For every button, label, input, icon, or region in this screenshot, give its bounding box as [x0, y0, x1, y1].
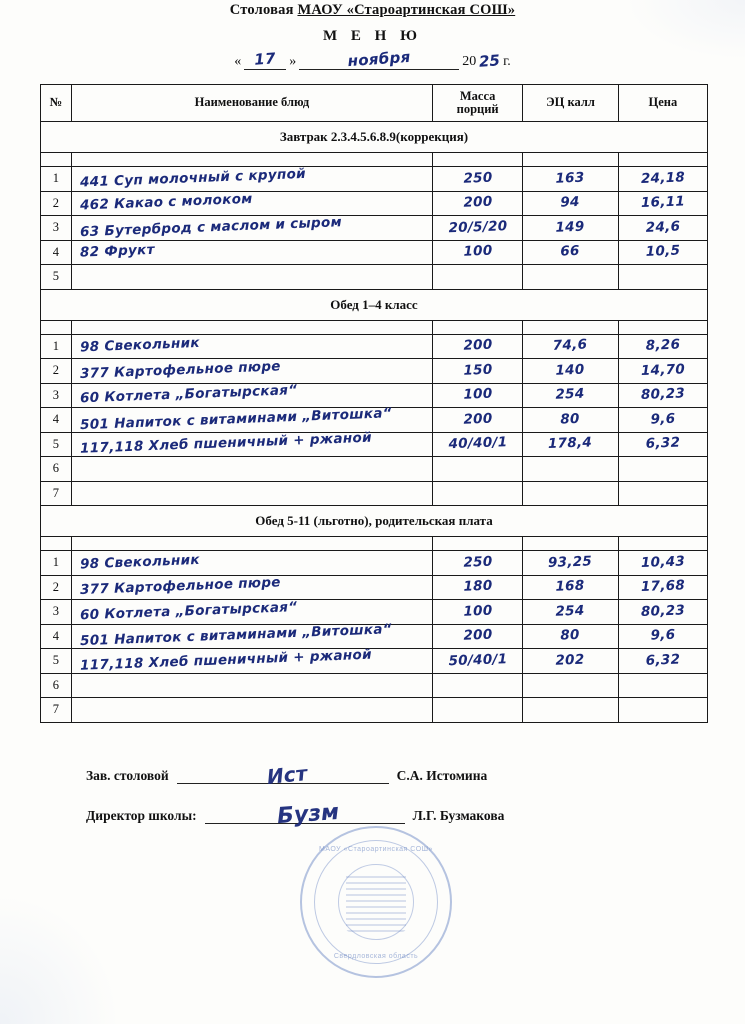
mass-text: 100 — [462, 602, 493, 620]
row-dish-name — [71, 359, 432, 384]
row-index: 5 — [41, 265, 72, 290]
spacer-cell-kcal — [523, 320, 618, 334]
row-kcal — [523, 481, 618, 506]
row-index: 7 — [41, 481, 72, 506]
dish-name-text: 441 Суп молочный с крупой — [79, 165, 306, 191]
mass-text: 100 — [462, 242, 493, 260]
row-mass — [432, 167, 522, 192]
row-kcal — [523, 457, 618, 482]
table-row — [41, 240, 708, 265]
row-mass — [432, 191, 522, 216]
column-header-kcal: ЭЦ калл — [523, 85, 618, 122]
spacer-cell-kcal — [523, 153, 618, 167]
table-header-row — [41, 85, 708, 122]
scan-shadow-bottom-left — [0, 894, 120, 1024]
table-row — [41, 698, 708, 723]
row-dish-name — [71, 191, 432, 216]
spacer-cell-name — [71, 320, 432, 334]
row-kcal — [523, 216, 618, 241]
table-row — [41, 408, 708, 433]
kcal-text: 94 — [560, 194, 581, 211]
row-dish-name — [71, 481, 432, 506]
table-row — [41, 457, 708, 482]
row-kcal — [523, 334, 618, 359]
kcal-text: 168 — [555, 577, 586, 596]
price-text: 80,23 — [640, 602, 686, 620]
school-title-line — [0, 2, 745, 19]
dish-name-text: 98 Свекольник — [79, 335, 200, 356]
dish-name-text: 98 Свекольник — [79, 551, 200, 573]
canteen-label: Столовая — [229, 2, 294, 18]
signature-row-canteen-manager — [40, 760, 708, 790]
mass-text: 180 — [462, 577, 493, 595]
row-kcal — [523, 359, 618, 384]
signature-line — [177, 760, 389, 790]
row-price — [618, 240, 707, 265]
row-price — [618, 551, 707, 576]
date-day-value: 17 — [253, 49, 277, 69]
row-mass — [432, 575, 522, 600]
mass-text: 250 — [462, 169, 493, 187]
section-spacer-row — [41, 537, 708, 551]
row-dish-name — [71, 404, 432, 433]
section-title-lunch-5-11: Обед 5-11 (льготно), родительская плата — [41, 506, 708, 537]
table-row — [41, 334, 708, 359]
row-kcal — [523, 408, 618, 433]
price-text: 17,68 — [640, 577, 686, 596]
spacer-cell-name — [71, 153, 432, 167]
table-row — [41, 191, 708, 216]
stamp-inner-pattern — [346, 872, 406, 932]
row-dish-name — [71, 429, 432, 458]
row-mass — [432, 265, 522, 290]
table-row — [41, 383, 708, 408]
section-spacer-row — [41, 153, 708, 167]
kcal-text: 93,25 — [548, 553, 593, 571]
price-text: 10,5 — [645, 242, 681, 261]
row-kcal — [523, 624, 618, 649]
row-index: 2 — [41, 191, 72, 216]
spacer-cell-mass — [432, 153, 522, 167]
spacer-cell-mass — [432, 537, 522, 551]
row-index: 6 — [41, 673, 72, 698]
page-title: М Е Н Ю — [323, 28, 422, 44]
column-header-price: Цена — [618, 85, 707, 122]
menu-table-wrapper — [40, 84, 708, 723]
row-index: 4 — [41, 240, 72, 265]
row-mass — [432, 408, 522, 433]
row-mass — [432, 359, 522, 384]
row-dish-name — [71, 575, 432, 600]
dish-name-text: 501 Напиток с витаминами „Витошка“ — [79, 404, 392, 433]
row-dish-name — [71, 646, 432, 674]
row-price — [618, 600, 707, 625]
row-mass — [432, 600, 522, 625]
dish-name-text: 117,118 Хлеб пшеничный + ржаной — [79, 646, 372, 674]
row-kcal — [523, 673, 618, 698]
date-month-field — [299, 47, 459, 71]
date-open-quote: « — [234, 54, 242, 69]
dish-name-text: 117,118 Хлеб пшеничный + ржаной — [79, 429, 372, 458]
row-dish-name — [71, 551, 432, 576]
dish-name-text: 377 Картофельное пюре — [79, 574, 281, 599]
spacer-cell-kcal — [523, 537, 618, 551]
date-close-quote: » — [289, 54, 297, 69]
row-index: 5 — [41, 649, 72, 674]
year-value: 25 — [478, 51, 501, 71]
table-body — [41, 122, 708, 723]
mass-text: 200 — [462, 336, 493, 354]
stamp-top-text: МАОУ «Староартинская СОШ» — [319, 846, 433, 853]
price-text: 9,6 — [650, 626, 676, 644]
row-index: 7 — [41, 698, 72, 723]
spacer-cell-no — [41, 153, 72, 167]
row-index: 3 — [41, 216, 72, 241]
dish-name-text: 462 Какао с молоком — [79, 191, 253, 214]
price-text: 80,23 — [640, 385, 686, 404]
row-price — [618, 624, 707, 649]
row-kcal — [523, 265, 618, 290]
row-index: 1 — [41, 334, 72, 359]
kcal-text: 74,6 — [552, 336, 589, 355]
row-mass — [432, 673, 522, 698]
row-mass — [432, 624, 522, 649]
row-mass — [432, 649, 522, 674]
row-dish-name — [71, 167, 432, 192]
row-mass — [432, 334, 522, 359]
row-price — [618, 649, 707, 674]
row-dish-name — [71, 621, 432, 650]
kcal-text: 254 — [555, 602, 586, 620]
price-text: 10,43 — [640, 553, 686, 571]
price-text: 8,26 — [645, 336, 681, 355]
table-row — [41, 649, 708, 674]
row-index: 3 — [41, 600, 72, 625]
dish-name-text: 63 Бутерброд с маслом и сыром — [79, 213, 342, 240]
row-price — [618, 383, 707, 408]
row-index: 4 — [41, 624, 72, 649]
row-price — [618, 167, 707, 192]
row-kcal — [523, 551, 618, 576]
kcal-text: 163 — [555, 169, 586, 187]
row-price — [618, 457, 707, 482]
dish-name-text: 501 Напиток с витаминами „Витошка“ — [79, 621, 392, 650]
spacer-cell-mass — [432, 320, 522, 334]
row-mass — [432, 551, 522, 576]
price-text: 6,32 — [645, 651, 681, 669]
dish-name-text: 60 Котлета „Богатырская“ — [79, 382, 298, 407]
dish-name-text: 82 Фрукт — [79, 242, 155, 261]
spacer-cell-no — [41, 320, 72, 334]
table-row — [41, 216, 708, 241]
row-index: 1 — [41, 551, 72, 576]
column-header-name: Наименование блюд — [71, 85, 432, 122]
mass-text: 200 — [462, 410, 493, 428]
kcal-text: 66 — [560, 243, 581, 260]
handwritten-signature: Ист — [265, 760, 308, 790]
table-row — [41, 359, 708, 384]
mass-text: 50/40/1 — [447, 650, 508, 669]
row-mass — [432, 432, 522, 457]
row-price — [618, 191, 707, 216]
column-header-no: № — [41, 85, 72, 122]
price-text: 24,6 — [645, 218, 681, 236]
row-kcal — [523, 575, 618, 600]
date-day-field — [244, 49, 286, 70]
price-text: 6,32 — [645, 434, 681, 453]
table-row — [41, 575, 708, 600]
price-text: 16,11 — [640, 193, 686, 212]
mass-text: 20/5/20 — [447, 217, 508, 236]
row-price — [618, 334, 707, 359]
section-header-row — [41, 122, 708, 153]
row-mass — [432, 481, 522, 506]
row-kcal — [523, 649, 618, 674]
dish-name-text: 60 Котлета „Богатырская“ — [79, 598, 298, 624]
price-text: 9,6 — [650, 410, 676, 428]
kcal-text: 254 — [555, 385, 586, 404]
section-header-row — [41, 506, 708, 537]
table-head — [41, 85, 708, 122]
row-kcal — [523, 432, 618, 457]
price-text: 14,70 — [640, 361, 686, 379]
row-kcal — [523, 383, 618, 408]
row-index: 6 — [41, 457, 72, 482]
row-index: 5 — [41, 432, 72, 457]
mass-text: 250 — [462, 553, 493, 571]
signature-label: Директор школы: — [86, 808, 197, 823]
official-stamp — [300, 826, 452, 978]
row-index: 3 — [41, 383, 72, 408]
kcal-text: 202 — [555, 651, 586, 669]
spacer-cell-no — [41, 537, 72, 551]
signature-row-director — [40, 799, 708, 830]
mass-text: 200 — [462, 626, 493, 644]
signature-name: С.А. Истомина — [396, 768, 488, 783]
table-row — [41, 551, 708, 576]
column-header-mass-line1: Масса — [459, 88, 496, 103]
row-dish-name — [71, 334, 432, 359]
row-dish-name — [71, 265, 432, 290]
table-row — [41, 673, 708, 698]
section-spacer-row — [41, 320, 708, 334]
kcal-text: 80 — [560, 627, 581, 644]
row-price — [618, 216, 707, 241]
row-dish-name — [71, 457, 432, 482]
row-dish-name — [71, 600, 432, 625]
row-dish-name — [71, 383, 432, 408]
mass-text: 200 — [462, 193, 493, 211]
row-price — [618, 698, 707, 723]
table-row — [41, 167, 708, 192]
date-month-value: ноября — [347, 47, 412, 71]
row-dish-name — [71, 240, 432, 265]
signature-label: Зав. столовой — [86, 768, 169, 783]
stamp-bottom-text: Свердловская область — [333, 953, 419, 960]
table-row — [41, 432, 708, 457]
row-price — [618, 673, 707, 698]
section-title-lunch-1-4: Обед 1–4 класс — [41, 289, 708, 320]
year-prefix: 20 — [462, 54, 477, 69]
school-name: МАОУ «Староартинская СОШ» — [297, 2, 516, 18]
table-row — [41, 624, 708, 649]
date-line — [0, 47, 745, 71]
row-mass — [432, 383, 522, 408]
column-header-mass — [432, 85, 522, 122]
table-row — [41, 265, 708, 290]
row-kcal — [523, 167, 618, 192]
section-header-row — [41, 289, 708, 320]
row-kcal — [523, 600, 618, 625]
row-dish-name — [71, 698, 432, 723]
mass-text: 40/40/1 — [447, 434, 508, 453]
year-suffix: г. — [503, 54, 511, 69]
document-header — [0, 0, 745, 70]
row-kcal — [523, 240, 618, 265]
table-row — [41, 481, 708, 506]
row-price — [618, 265, 707, 290]
column-header-mass-line2: порций — [456, 102, 499, 116]
row-index: 2 — [41, 359, 72, 384]
row-price — [618, 481, 707, 506]
spacer-cell-name — [71, 537, 432, 551]
row-mass — [432, 216, 522, 241]
mass-text: 100 — [462, 385, 493, 403]
row-mass — [432, 240, 522, 265]
mass-text: 150 — [462, 361, 493, 379]
row-index: 4 — [41, 408, 72, 433]
row-index: 2 — [41, 575, 72, 600]
kcal-text: 80 — [560, 410, 581, 428]
row-dish-name — [71, 673, 432, 698]
spacer-cell-price — [618, 320, 707, 334]
row-price — [618, 432, 707, 457]
price-text: 24,18 — [640, 169, 686, 187]
row-price — [618, 408, 707, 433]
row-dish-name — [71, 213, 432, 241]
signature-line — [205, 799, 405, 830]
spacer-cell-price — [618, 537, 707, 551]
row-price — [618, 575, 707, 600]
kcal-text: 140 — [555, 361, 586, 379]
kcal-text: 178,4 — [548, 434, 593, 453]
row-kcal — [523, 698, 618, 723]
signature-name: Л.Г. Бузмакова — [412, 808, 505, 823]
row-index: 1 — [41, 167, 72, 192]
kcal-text: 149 — [555, 218, 586, 236]
row-mass — [432, 698, 522, 723]
row-mass — [432, 457, 522, 482]
table-row — [41, 600, 708, 625]
handwritten-signature: Бузм — [275, 799, 340, 830]
menu-table — [40, 84, 708, 723]
row-price — [618, 359, 707, 384]
spacer-cell-price — [618, 153, 707, 167]
section-title-breakfast: Завтрак 2.3.4.5.6.8.9(коррекция) — [41, 122, 708, 153]
dish-name-text: 377 Картофельное пюре — [79, 358, 281, 382]
row-kcal — [523, 191, 618, 216]
